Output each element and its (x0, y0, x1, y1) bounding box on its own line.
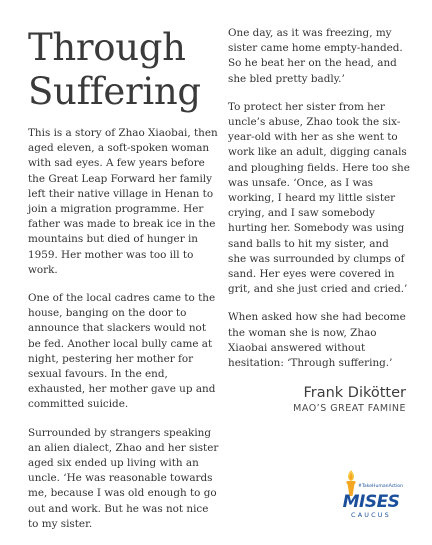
title-line-1: Through (28, 26, 186, 69)
logo-name: MISES (342, 492, 400, 512)
article-title (28, 26, 220, 114)
author-name: Frank Dikötter (303, 385, 406, 402)
right-column (228, 26, 410, 415)
logo-caucus: CAUCUS (351, 511, 391, 519)
paragraph: One of the local cadres came to the house, banging on the door to announce that slackers would not be fed. Another local bully came at night, pestering her mother for sexual favours. In the end, exhausted, her mother gave up and committed suicide. (28, 292, 216, 411)
title-line-2: Suffering (28, 70, 201, 113)
paragraph: To protect her sister from her uncle’s abuse, Zhao took the six-year-old with her as she went to work like an adult, digging canals and ploughing fields. Here too she was unsafe. ‘Once, as I was working, I heard my little sister crying, and I saw somebody hurting her. Somebody was using sand balls to hit my sister, and she was surrounded by clumps of sand. Her eyes were covered in grit, and she just cried and cried.’ (228, 100, 410, 296)
paragraph: When asked how she had become the woman she is now, Zhao Xiaobai answered without hesitation: ‘Through suffering.’ (228, 311, 406, 370)
paragraph: One day, as it was freezing, my sister came home empty-handed. So he beat her on the head, and she bled pretty badly.’ (228, 27, 403, 85)
mises-caucus-logo (330, 468, 412, 524)
book-title: MAO’S GREAT FAMINE (293, 403, 406, 415)
attribution (228, 384, 410, 415)
paragraph: Surrounded by strangers speaking an alien dialect, Zhao and her sister aged six ended up living with an uncle. ‘He was reasonable towards me, because I was old enough to go out and work. But he was not nice to my sister. (28, 426, 219, 530)
left-column (28, 26, 220, 545)
paragraph: This is a story of Zhao Xiaobai, then aged eleven, a soft-spoken woman with sad eyes. A few years before the Great Leap Forward her family left their native village in Henan to join a migration programme. Her father was made to break ice in the mountains but died of hunger in 1959. Her mother was too ill to work. (28, 127, 218, 276)
hashtag-text: #TakeHumanAction (358, 484, 403, 489)
